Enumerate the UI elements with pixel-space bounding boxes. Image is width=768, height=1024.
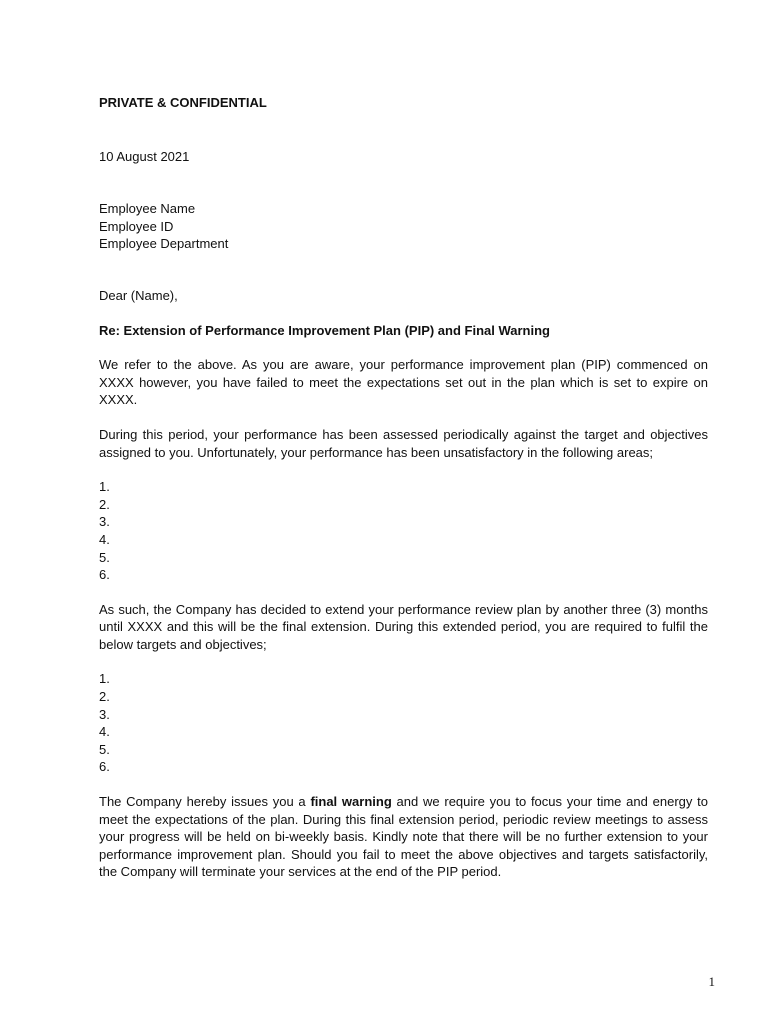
- final-warning-body: and we require you to focus your time and energy to meet the expectations of the plan. During this final extension period, periodic review meetings to assess your progress will be held on bi-weekly basis. Kindly note that there will be no further extension to your performance improvement plan. Should you fail to meet the above objectives and targets satisfactorily, the Company will terminate your services at the end of the PIP period.: [99, 794, 708, 880]
- letter-date: 10 August 2021: [99, 148, 190, 164]
- list-item: 4.: [99, 724, 110, 740]
- unsatisfactory-areas-list: [99, 478, 708, 584]
- final-warning-emphasis: final warning: [310, 794, 392, 810]
- list-item: 5.: [99, 549, 110, 565]
- employee-name: Employee Name: [99, 201, 196, 217]
- list-item: 1.: [99, 479, 110, 495]
- final-warning-intro: The Company hereby issues you a: [99, 794, 311, 810]
- list-item: 6.: [99, 759, 110, 775]
- subject-line: Re: Extension of Performance Improvement Plan (PIP) and Final Warning: [99, 322, 550, 338]
- page-number: 1: [708, 974, 715, 989]
- list-item: 3.: [99, 706, 110, 722]
- letter-page: [99, 94, 708, 881]
- recipient-block: [99, 200, 708, 253]
- paragraph-intro: We refer to the above. As you are aware, your performance improvement plan (PIP) commenced on XXXX however, you have failed to meet the expectations set out in the plan which is set to expire on XXXX.: [99, 357, 708, 408]
- list-item: 2.: [99, 689, 110, 705]
- paragraph-final-warning: [99, 793, 708, 881]
- list-item: 4.: [99, 531, 110, 547]
- list-item: 2.: [99, 496, 110, 512]
- list-item: 3.: [99, 514, 110, 530]
- salutation: Dear (Name),: [99, 287, 178, 303]
- list-item: 5.: [99, 741, 110, 757]
- list-item: 1.: [99, 671, 110, 687]
- employee-department: Employee Department: [99, 236, 229, 252]
- targets-objectives-list: [99, 670, 708, 776]
- paragraph-assessment: During this period, your performance has been assessed periodically against the target and objectives assigned to you. Unfortunately, your performance has been unsatisfactory in the following areas;: [99, 426, 708, 460]
- list-item: 6.: [99, 567, 110, 583]
- employee-id: Employee ID: [99, 218, 174, 234]
- confidential-heading: PRIVATE & CONFIDENTIAL: [99, 95, 267, 110]
- paragraph-extension: As such, the Company has decided to extend your performance review plan by another three (3) months until XXXX and this will be the final extension. During this extended period, you are required to fulfil the below targets and objectives;: [99, 601, 708, 652]
